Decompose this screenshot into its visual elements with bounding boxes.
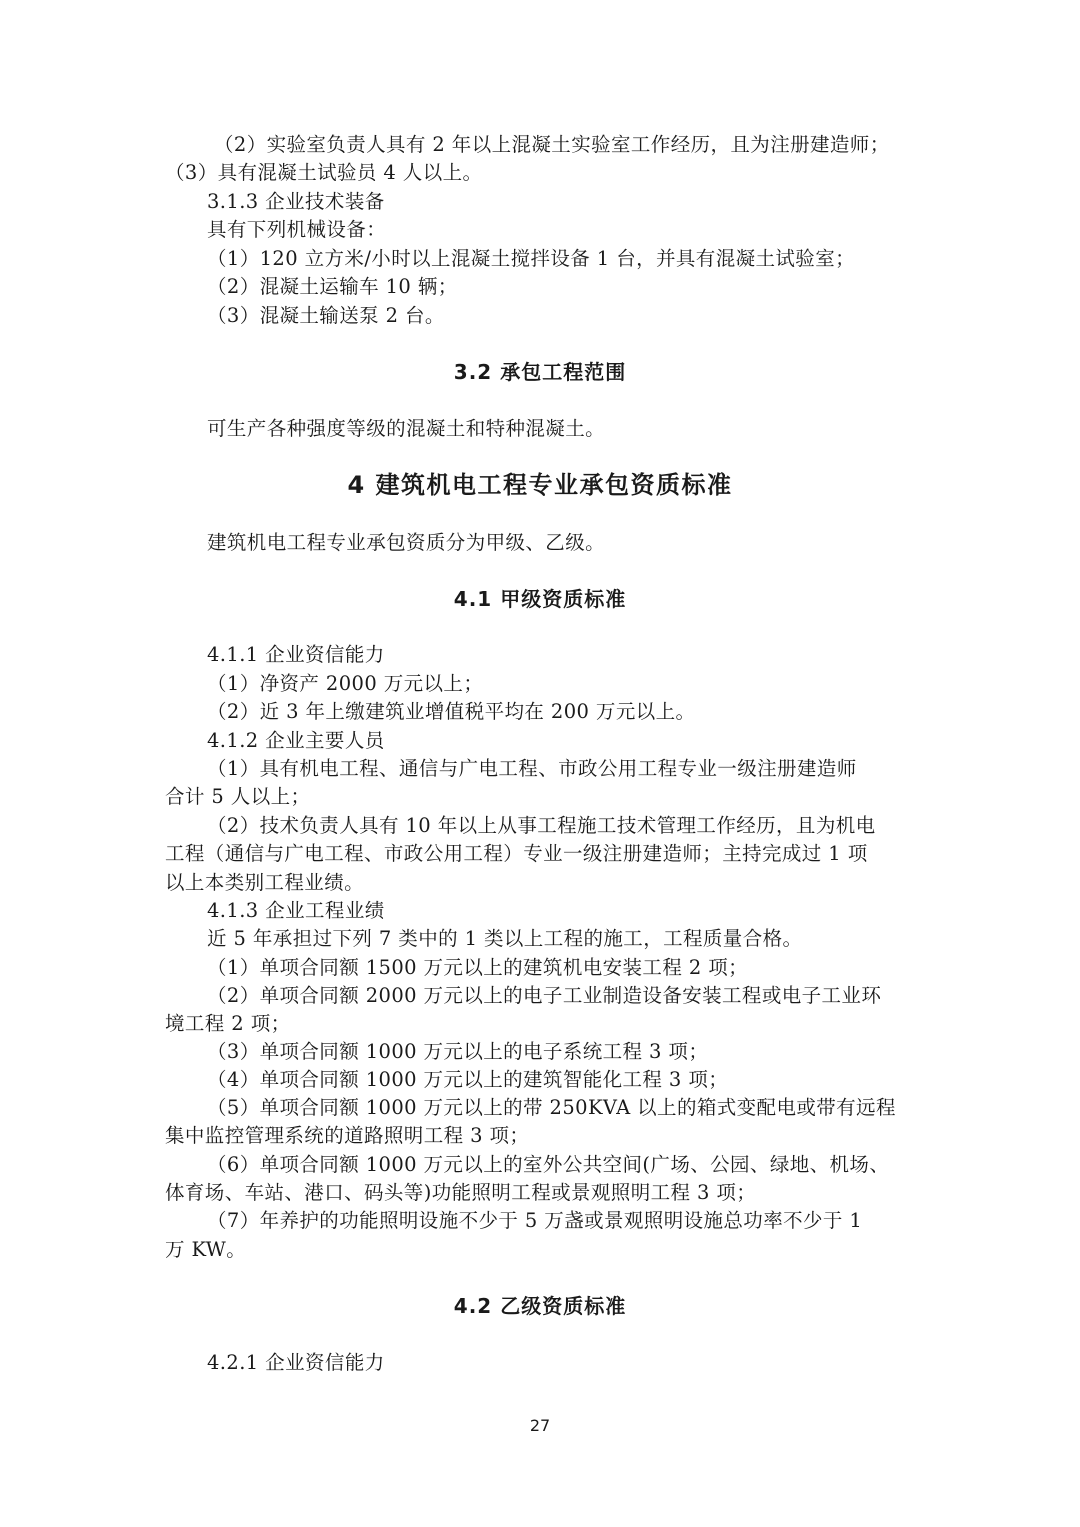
paragraph-line: （6）单项合同额 1000 万元以上的室外公共空间(广场、公园、绿地、机场、 xyxy=(207,1153,890,1176)
paragraph-line: 万 KW。 xyxy=(165,1238,247,1261)
paragraph-line: 工程（通信与广电工程、市政公用工程）专业一级注册建造师；主持完成过 1 项 xyxy=(165,842,868,865)
paragraph-line: 可生产各种强度等级的混凝土和特种混凝土。 xyxy=(207,417,606,440)
paragraph-line: 体育场、车站、港口、码头等)功能照明工程或景观照明工程 3 项； xyxy=(165,1181,757,1204)
paragraph-line: 集中监控管理系统的道路照明工程 3 项； xyxy=(165,1124,530,1147)
page-number: 27 xyxy=(529,1416,551,1435)
paragraph-line: （2）混凝土运输车 10 辆； xyxy=(207,275,458,298)
paragraph-line: （2）单项合同额 2000 万元以上的电子工业制造设备安装工程或电子工业环 xyxy=(207,984,882,1007)
paragraph-line: （2）技术负责人具有 10 年以上从事工程施工技术管理工作经历，且为机电 xyxy=(207,814,876,837)
subsection-title: 4.1.1 企业资信能力 xyxy=(207,643,385,666)
paragraph-line: （1）120 立方米/小时以上混凝土搅拌设备 1 台，并具有混凝土试验室； xyxy=(207,247,855,270)
paragraph-line: （7）年养护的功能照明设施不少于 5 万盏或景观照明设施总功率不少于 1 xyxy=(207,1209,863,1232)
section-heading-3-2: 3.2 承包工程范围 xyxy=(453,360,627,384)
chapter-heading-4: 4 建筑机电工程专业承包资质标准 xyxy=(347,471,733,499)
paragraph-line: （5）单项合同额 1000 万元以上的带 250KVA 以上的箱式变配电或带有远程 xyxy=(207,1096,896,1119)
subsection-title: 4.1.2 企业主要人员 xyxy=(207,729,385,752)
paragraph-line: （4）单项合同额 1000 万元以上的建筑智能化工程 3 项； xyxy=(207,1068,729,1091)
section-heading-4-1: 4.1 甲级资质标准 xyxy=(453,587,627,611)
subsection-title: 4.2.1 企业资信能力 xyxy=(207,1351,385,1374)
paragraph-line: 建筑机电工程专业承包资质分为甲级、乙级。 xyxy=(207,531,606,554)
paragraph-line: （3）混凝土输送泵 2 台。 xyxy=(207,304,445,327)
subsection-title: 4.1.3 企业工程业绩 xyxy=(207,899,385,922)
paragraph-line: 合计 5 人以上； xyxy=(165,785,311,808)
paragraph-line: （1）具有机电工程、通信与广电工程、市政公用工程专业一级注册建造师 xyxy=(207,757,857,780)
paragraph-line: （1）净资产 2000 万元以上； xyxy=(207,672,484,695)
paragraph-line: （2）近 3 年上缴建筑业增值税平均在 200 万元以上。 xyxy=(207,700,696,723)
paragraph-line: 近 5 年承担过下列 7 类中的 1 类以上工程的施工，工程质量合格。 xyxy=(207,927,803,950)
subsection-title: 3.1.3 企业技术装备 xyxy=(207,190,385,213)
paragraph-line: （1）单项合同额 1500 万元以上的建筑机电安装工程 2 项； xyxy=(207,956,749,979)
paragraph-line: 以上本类别工程业绩。 xyxy=(165,871,365,894)
paragraph-line: （3）具有混凝土试验员 4 人以上。 xyxy=(165,161,483,184)
paragraph-line: （2）实验室负责人具有 2 年以上混凝土实验室工作经历，且为注册建造师； xyxy=(214,133,890,156)
paragraph-line: （3）单项合同额 1000 万元以上的电子系统工程 3 项； xyxy=(207,1040,709,1063)
paragraph-line: 具有下列机械设备： xyxy=(207,218,387,241)
section-heading-4-2: 4.2 乙级资质标准 xyxy=(453,1294,627,1318)
paragraph-line: 境工程 2 项； xyxy=(165,1012,291,1035)
